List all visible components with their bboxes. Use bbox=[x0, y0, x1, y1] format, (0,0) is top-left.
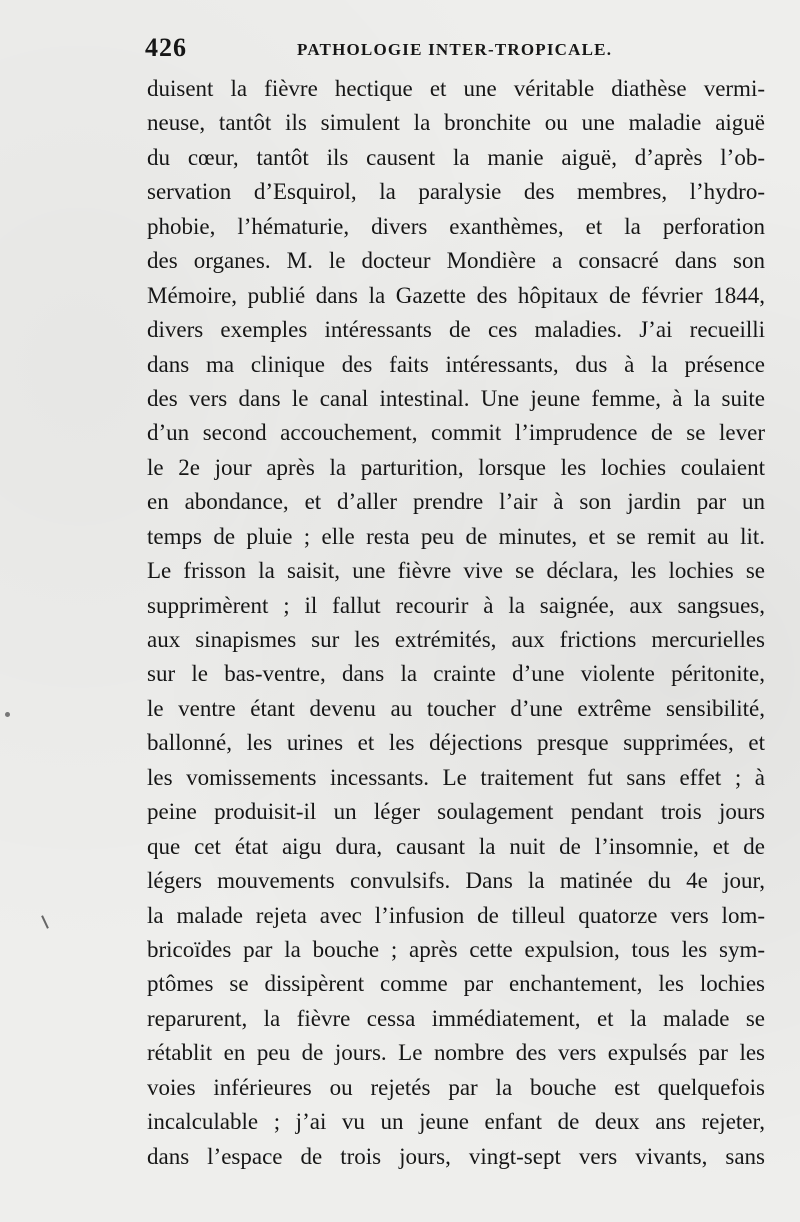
page-number: 426 bbox=[145, 33, 187, 62]
text-line: duisent la fièvre hectique et une véritable diathèse vermi- bbox=[147, 76, 765, 101]
running-head: PATHOLOGIE INTER-TROPICALE. bbox=[297, 40, 613, 59]
text-line: incalculable ; j’ai vu un jeune enfant de deux ans rejeter, bbox=[147, 1109, 765, 1135]
text-line: servation d’Esquirol, la paralysie des membres, l’hydro- bbox=[147, 179, 765, 205]
text-line: des vers dans le canal intestinal. Une jeune femme, à la suite bbox=[147, 385, 765, 411]
text-line: voies inférieures ou rejetés par la bouche est quelquefois bbox=[147, 1074, 765, 1100]
text-line: aux sinapismes sur les extrémités, aux frictions mercurielles bbox=[147, 627, 765, 652]
text-line: en abondance, et d’aller prendre l’air à son jardin par un bbox=[147, 489, 765, 515]
page-header bbox=[145, 33, 765, 65]
text-line: Mémoire, publié dans la Gazette des hôpitaux de février 1844, bbox=[147, 282, 765, 308]
text-line: du cœur, tantôt ils causent la manie aiguë, d’après l’ob- bbox=[147, 144, 765, 170]
text-line: neuse, tantôt ils simulent la bronchite ou une maladie aiguë bbox=[147, 110, 765, 136]
margin-tick bbox=[41, 915, 49, 929]
body-text bbox=[147, 72, 765, 1174]
margin-speck bbox=[5, 712, 10, 717]
text-line: rétablit en peu de jours. Le nombre des vers expulsés par les bbox=[147, 1040, 765, 1066]
text-line: bricoïdes par la bouche ; après cette expulsion, tous les sym- bbox=[147, 936, 765, 962]
text-line: temps de pluie ; elle resta peu de minutes, et se remit au lit. bbox=[147, 523, 765, 549]
text-line: ballonné, les urines et les déjections presque supprimées, et bbox=[147, 730, 765, 756]
text-line: divers exemples intéressants de ces maladies. J’ai recueilli bbox=[147, 317, 765, 343]
text-line: le ventre étant devenu au toucher d’une extrême sensibilité, bbox=[147, 695, 765, 721]
text-line: ptômes se dissipèrent comme par enchantement, les lochies bbox=[147, 971, 765, 997]
text-line: la malade rejeta avec l’infusion de tilleul quatorze vers lom- bbox=[147, 902, 765, 928]
text-line: reparurent, la fièvre cessa immédiatement, et la malade se bbox=[147, 1005, 765, 1031]
text-line: le 2e jour après la parturition, lorsque les lochies coulaient bbox=[147, 454, 765, 480]
text-line: supprimèrent ; il fallut recourir à la saignée, aux sangsues, bbox=[147, 592, 765, 618]
text-line: les vomissements incessants. Le traitement fut sans effet ; à bbox=[147, 764, 765, 790]
text-line: dans l’espace de trois jours, vingt-sept vers vivants, sans bbox=[147, 1143, 765, 1169]
text-line: d’un second accouchement, commit l’imprudence de se lever bbox=[147, 420, 765, 446]
text-line: sur le bas-ventre, dans la crainte d’une violente péritonite, bbox=[147, 661, 765, 687]
text-line: Le frisson la saisit, une fièvre vive se déclara, les lochies se bbox=[147, 558, 765, 584]
text-line: que cet état aigu dura, causant la nuit de l’insomnie, et de bbox=[147, 833, 765, 859]
text-line: dans ma clinique des faits intéressants, dus à la présence bbox=[147, 351, 765, 377]
text-line: peine produisit-il un léger soulagement pendant trois jours bbox=[147, 799, 765, 825]
text-line: phobie, l’hématurie, divers exanthèmes, et la perforation bbox=[147, 213, 765, 239]
text-line: légers mouvements convulsifs. Dans la matinée du 4e jour, bbox=[147, 868, 765, 894]
text-line: des organes. M. le docteur Mondière a consacré dans son bbox=[147, 248, 765, 274]
